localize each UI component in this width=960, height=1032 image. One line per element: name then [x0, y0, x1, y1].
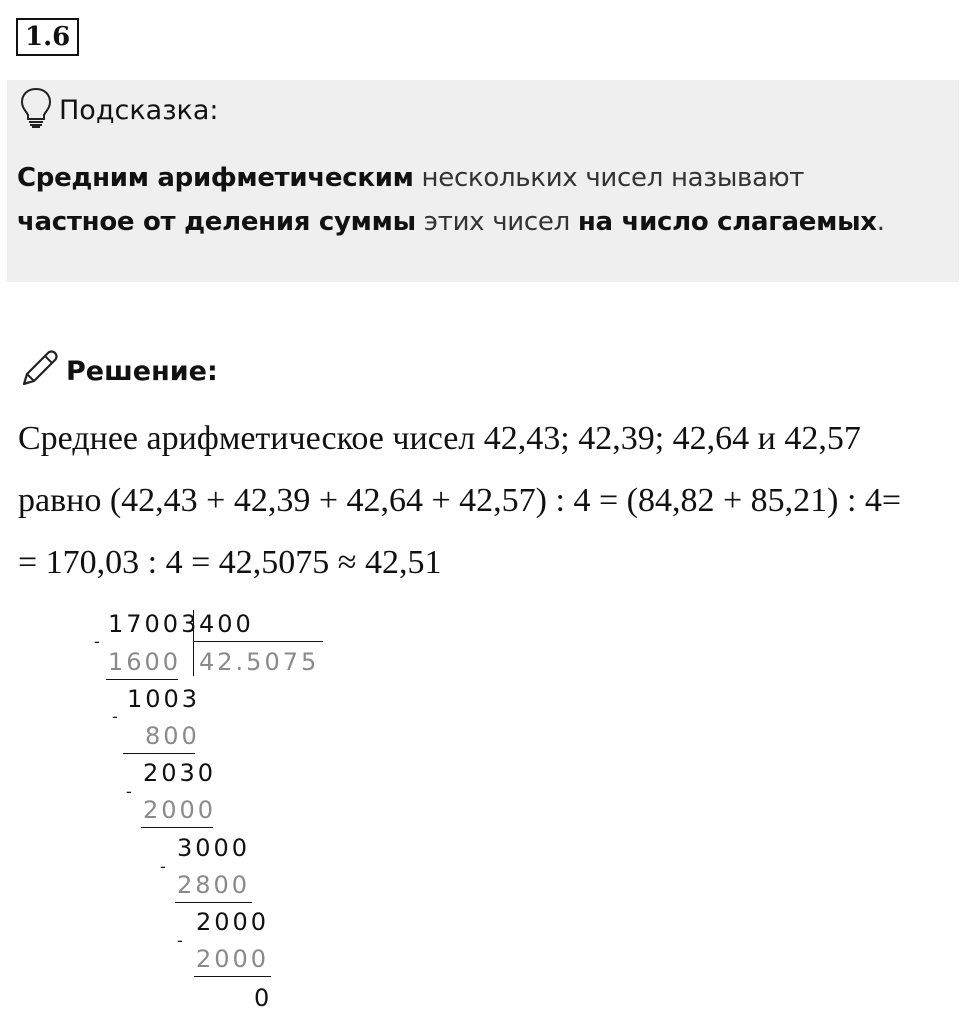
- subtrahend: 2000: [143, 796, 217, 824]
- remainder: 2030: [143, 759, 217, 787]
- hint-text-part: нескольких чисел называют: [413, 163, 805, 193]
- minus-sign: -: [94, 632, 100, 651]
- hint-title: Подсказка:: [59, 95, 219, 126]
- hint-term: частное от деления суммы: [17, 207, 416, 237]
- subtrahend: 800: [145, 722, 200, 750]
- subtrahend: 1600: [108, 648, 182, 676]
- subtraction-line: [194, 976, 271, 977]
- hint-text-part: .: [876, 207, 885, 237]
- solution-title: Решение:: [66, 356, 218, 387]
- dividend: 17003: [108, 610, 200, 638]
- minus-sign: -: [177, 931, 183, 950]
- hint-term: Средним арифметическим: [17, 163, 414, 193]
- task-number: 1.6: [16, 18, 79, 56]
- subtraction-line: [175, 902, 252, 903]
- subtraction-line: [106, 679, 178, 680]
- minus-sign: -: [126, 782, 132, 801]
- hint-text-part: этих чисел: [415, 207, 578, 237]
- subtraction-line: [141, 827, 213, 828]
- subtrahend: 2000: [196, 945, 270, 973]
- divisor-underline: [193, 641, 323, 642]
- solution-line: = 170,03 : 4 = 42,5075 ≈ 42,51: [18, 544, 442, 581]
- final-remainder: 0: [254, 984, 273, 1012]
- divisor: 400: [199, 610, 254, 638]
- subtrahend: 2800: [177, 871, 251, 899]
- remainder: 2000: [196, 908, 270, 936]
- solution-line: равно (42,43 + 42,39 + 42,64 + 42,57) : 4 = (84,82 + 85,21) : 4=: [18, 482, 902, 519]
- remainder: 3000: [177, 834, 251, 862]
- minus-sign: -: [160, 857, 166, 876]
- remainder: 1003: [127, 685, 201, 713]
- quotient: 42.5075: [199, 648, 320, 676]
- division-bracket-line: [193, 610, 194, 676]
- subtraction-line: [123, 753, 195, 754]
- hint-term: на число слагаемых: [577, 207, 877, 237]
- minus-sign: -: [112, 707, 118, 726]
- solution-line: Среднее арифметическое чисел 42,43; 42,39; 42,64 и 42,57: [18, 420, 861, 457]
